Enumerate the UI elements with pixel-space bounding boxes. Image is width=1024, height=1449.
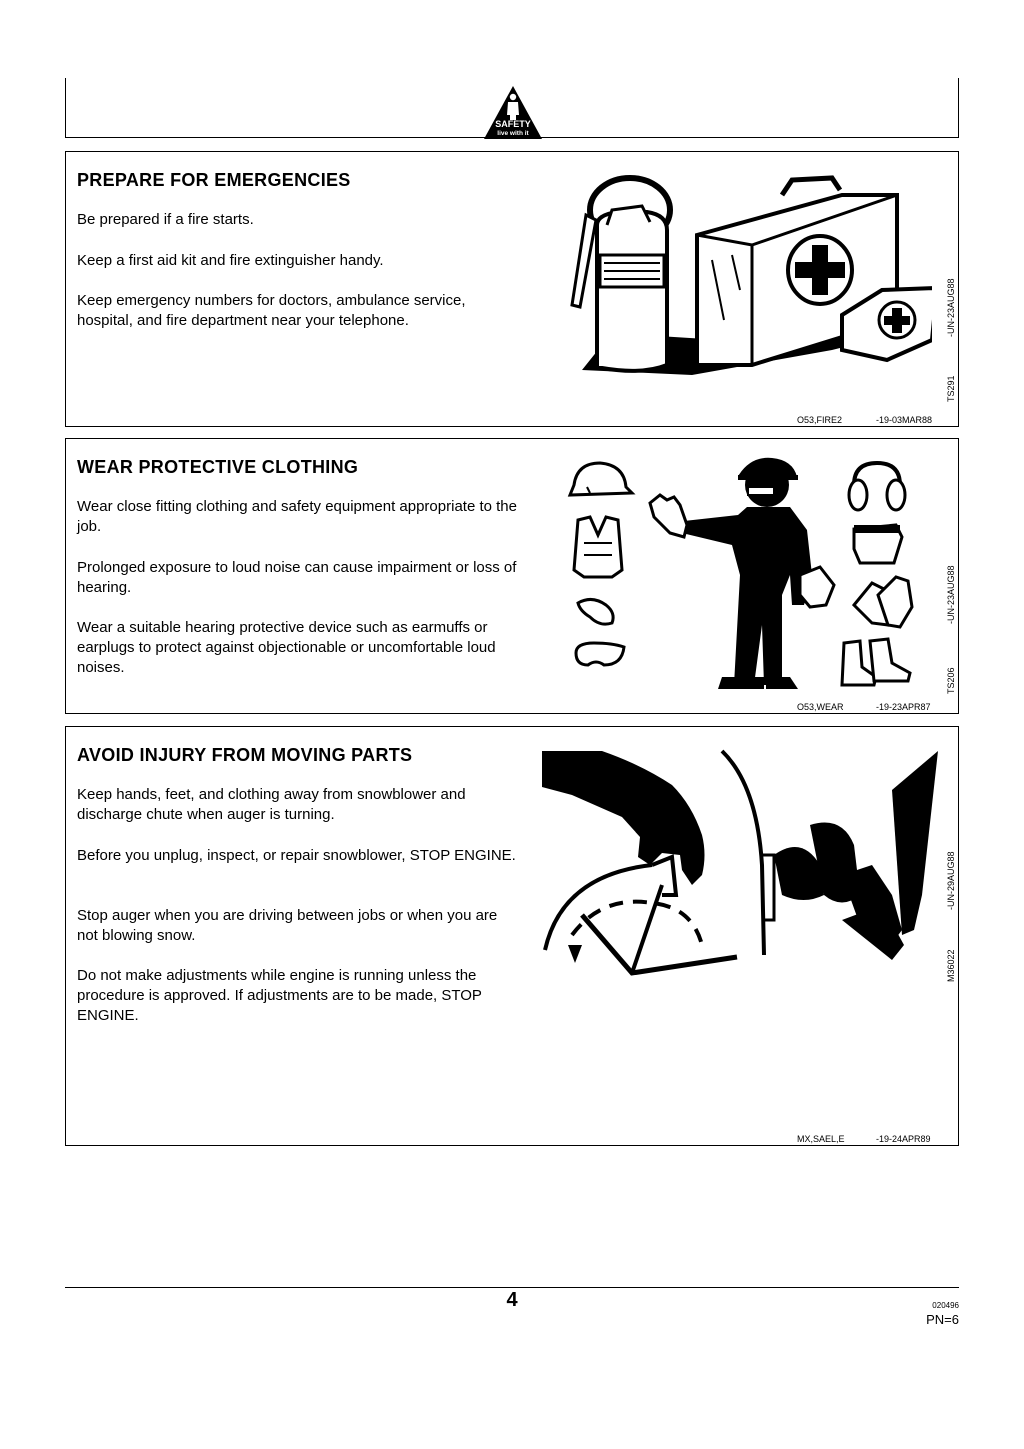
section-paragraph: Be prepared if a fire starts. xyxy=(77,211,254,228)
section-prepare-emergencies xyxy=(65,151,959,427)
module-date: -19-24APR89 xyxy=(876,1134,931,1144)
figure-code: TS206 xyxy=(946,667,956,694)
page-count: PN=6 xyxy=(926,1312,959,1327)
section-paragraph: Before you unplug, inspect, or repair snowblower, STOP ENGINE. xyxy=(77,847,516,864)
fire-extinguisher-and-first-aid-kit-illustration xyxy=(542,170,932,385)
section-paragraph: Do not make adjustments while engine is running unless the procedure is approved. If adjustments are to be made, STOP ENGINE. xyxy=(77,967,482,1024)
hand-near-auger-illustration xyxy=(542,745,947,995)
section-paragraph: Prolonged exposure to loud noise can cause impairment or loss of hearing. xyxy=(77,559,517,596)
section-paragraph: Keep a first aid kit and fire extinguisher handy. xyxy=(77,252,384,269)
section-protective-clothing xyxy=(65,438,959,714)
footer-rule xyxy=(65,1287,959,1288)
module-date: -19-23APR87 xyxy=(876,702,931,712)
section-moving-parts xyxy=(65,726,959,1146)
module-date: -19-03MAR88 xyxy=(876,415,933,425)
protective-equipment-worker-illustration xyxy=(542,455,932,690)
section-paragraph: Keep hands, feet, and clothing away from snowblower and discharge chute when auger is turning. xyxy=(77,786,466,823)
document-code: 020496 xyxy=(932,1301,959,1310)
page-number: 4 xyxy=(506,1289,518,1311)
figure-date-code: -UN-23AUG88 xyxy=(946,278,956,337)
safety-triangle-icon xyxy=(482,84,544,140)
logo-text-tagline: live with it xyxy=(497,130,529,137)
figure-code: M36022 xyxy=(946,949,956,982)
section-heading: WEAR PROTECTIVE CLOTHING xyxy=(77,457,359,477)
section-paragraph: Stop auger when you are driving between jobs or when you are not blowing snow. xyxy=(77,907,498,944)
module-code: O53,FIRE2 xyxy=(797,415,843,425)
module-code: MX,SAEL,E xyxy=(797,1134,845,1144)
section-heading: AVOID INJURY FROM MOVING PARTS xyxy=(77,745,413,765)
section-paragraph: Wear a suitable hearing protective device such as earmuffs or earplugs to protect against objectionable or uncomfortable loud noises. xyxy=(77,619,496,676)
section-heading: PREPARE FOR EMERGENCIES xyxy=(77,170,351,190)
figure-date-code: -UN-29AUG88 xyxy=(946,851,956,910)
figure-date-code: -UN-23AUG88 xyxy=(946,565,956,624)
section-paragraph: Wear close fitting clothing and safety equipment appropriate to the job. xyxy=(77,498,517,535)
module-code: O53,WEAR xyxy=(797,702,844,712)
figure-code: TS291 xyxy=(946,375,956,402)
section-paragraph: Keep emergency numbers for doctors, ambulance service, hospital, and fire department near your telephone. xyxy=(77,292,466,329)
safety-logo xyxy=(482,84,544,140)
logo-text-safety: SAFETY xyxy=(495,119,531,129)
